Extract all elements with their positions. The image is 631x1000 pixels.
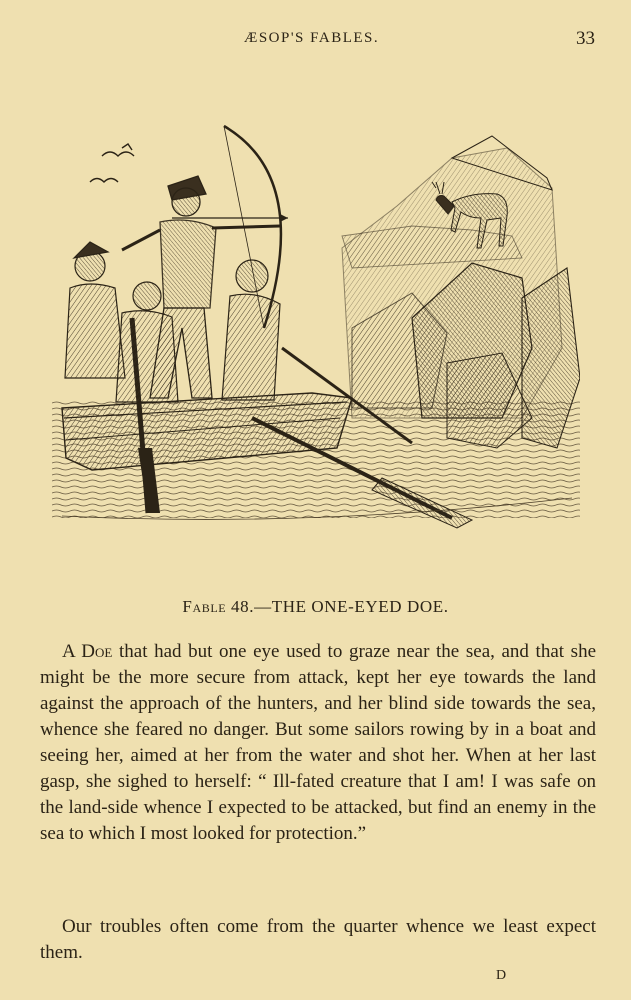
page-number: 33	[576, 28, 595, 49]
engraving-illustration	[52, 118, 580, 538]
fable-paragraph	[40, 639, 596, 847]
paragraph-text: that had but one eye used to graze near the sea, and that she might be the more secure from attack, kept her eye towards the land against the approach of the hunters, and her blind side towards the sea, whence she feared no danger. But some sailors rowing by in a boat and seeing her, aimed at her from the water and shot her. When at her last gasp, she sighed to herself: “ Ill-fated creature that I am! I was safe on the land-side whence I expected to be attacked, but find an enemy in the sea to which I most looked for protection.”	[40, 641, 596, 844]
fable-heading	[0, 597, 631, 617]
running-title: ÆSOP'S FABLES.	[244, 30, 380, 46]
running-head	[0, 30, 631, 52]
opening-words: A Doe	[62, 641, 113, 662]
moral-paragraph: Our troubles often come from the quarter whence we least expect them.	[40, 916, 596, 963]
signature-mark: D	[496, 968, 507, 983]
fable-title: —THE ONE-EYED DOE.	[254, 597, 449, 616]
fable-number: Fable 48.	[182, 597, 255, 616]
birds	[90, 144, 134, 182]
